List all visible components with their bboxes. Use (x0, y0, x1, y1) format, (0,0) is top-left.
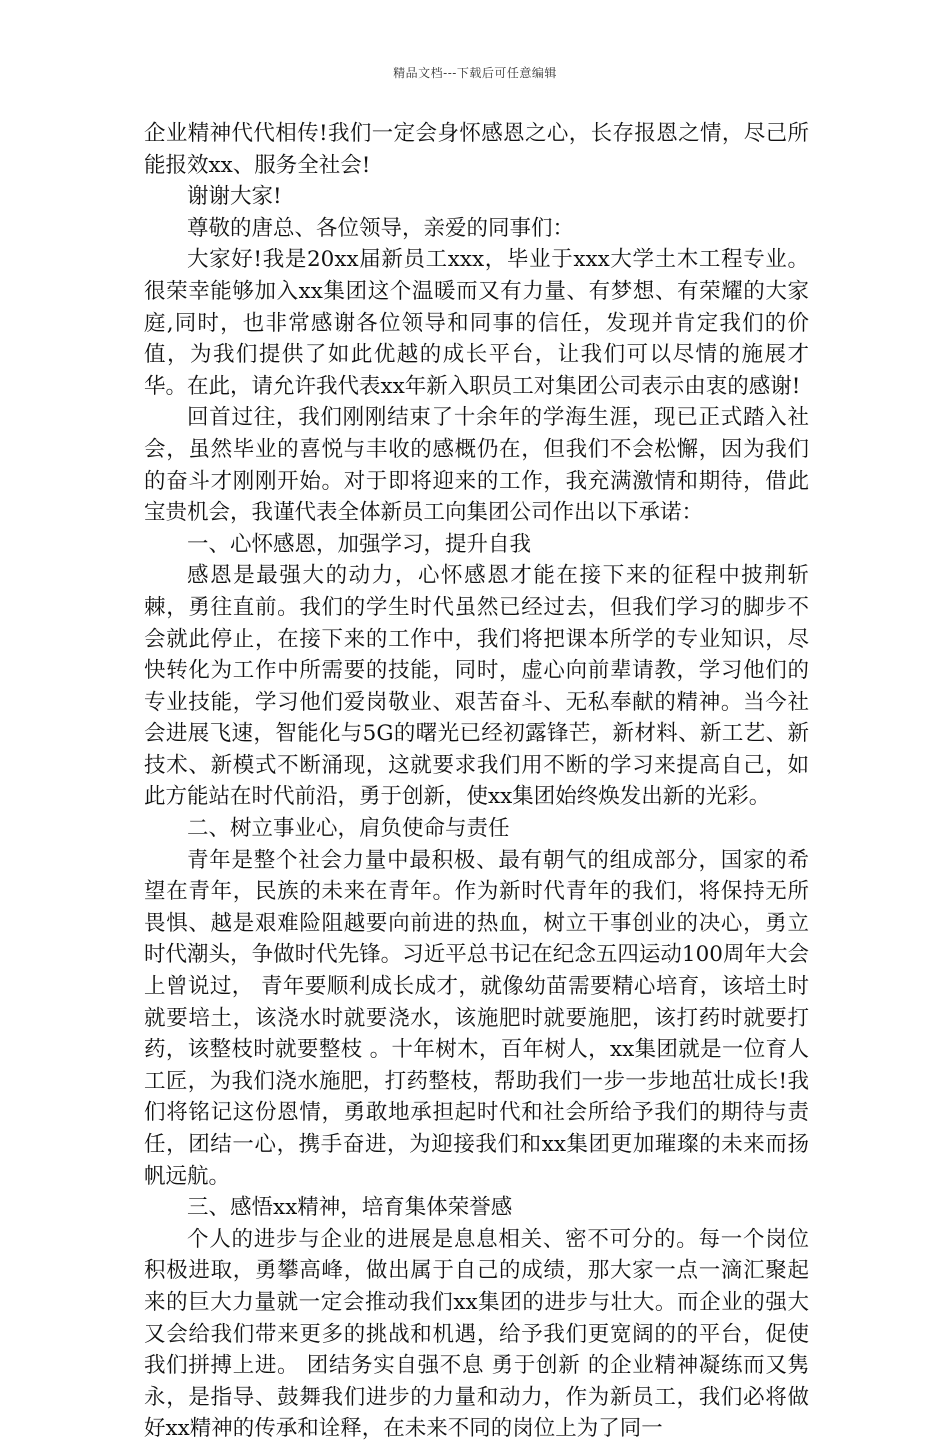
paragraph: 青年是整个社会力量中最积极、最有朝气的组成部分，国家的希望在青年，民族的未来在青年。作为新时代青年的我们，将保持无所畏惧、越是艰难险阻越要向前进的热血，树立干事创业的决心，勇立时代潮头，争做时代先锋。习近平总书记在纪念五四运动100周年大会上曾说过， 青年要顺利成长成才，就像幼苗需要精心培育，该培土时就要培土，该浇水时就要浇水，该施肥时就要施肥，该打药时就要打药，该整枝时就要整枝 。十年树木，百年树人，xx集团就是一位育人工匠，为我们浇水施肥，打药整枝，帮助我们一步一步地茁壮成长!我们将铭记这份恩情，勇敢地承担起时代和社会所给予我们的期待与责任，团结一心，携手奋进，为迎接我们和xx集团更加璀璨的未来而扬帆远航。 (144, 847, 809, 1189)
paragraph: 谢谢大家! (187, 184, 282, 210)
paragraph: 个人的进步与企业的进展是息息相关、密不可分的。每一个岗位积极进取，勇攀高峰，做出属于自己的成绩，那大家一点一滴汇聚起来的巨大力量就一定会推动我们xx集团的进步与壮大。而企业的强大又会给我们带来更多的挑战和机遇，给予我们更宽阔的的平台，促使我们拼搏上进。 团结务实自强不息 勇于创新 的企业精神凝练而又隽永，是指导、鼓舞我们进步的力量和动力，作为新员工，我们必将做好xx精神的传承和诠释，在未来不同的岗位上为了同一 (144, 1226, 809, 1442)
paragraph: 感恩是最强大的动力，心怀感恩才能在接下来的征程中披荆斩棘，勇往直前。我们的学生时代虽然已经过去，但我们学习的脚步不会就此停止，在接下来的工作中，我们将把课本所学的专业知识，尽快转化为工作中所需要的技能，同时，虚心向前辈请教，学习他们的专业技能，学习他们爱岗敬业、艰苦奋斗、无私奉献的精神。当今社会进展飞速，智能化与5G的曙光已经初露锋芒，新材料、新工艺、新技术、新模式不断涌现，这就要求我们用不断的学习来提高自己，如此方能站在时代前沿，勇于创新，使xx集团始终焕发出新的光彩。 (144, 563, 809, 810)
document-body (144, 118, 809, 1445)
section-heading: 二、树立事业心，肩负使命与责任 (187, 816, 510, 842)
page-header: 精品文档---下载后可任意编辑 (393, 66, 557, 80)
paragraph: 回首过往，我们刚刚结束了十余年的学海生涯，现已正式踏入社会，虽然毕业的喜悦与丰收的感概仍在，但我们不会松懈，因为我们的奋斗才刚刚开始。对于即将迎来的工作，我充满激情和期待，借此宝贵机会，我谨代表全体新员工向集团公司作出以下承诺： (144, 405, 809, 526)
paragraph: 大家好!我是20xx届新员工xxx，毕业于xxx大学土木工程专业。很荣幸能够加入xx集团这个温暖而又有力量、有梦想、有荣耀的大家庭,同时，也非常感谢各位领导和同事的信任，发现并肯定我们的价值，为我们提供了如此优越的成长平台，让我们可以尽情的施展才华。在此，请允许我代表xx年新入职员工对集团公司表示由衷的感谢! (144, 247, 809, 399)
section-heading: 三、感悟xx精神，培育集体荣誉感 (187, 1195, 513, 1221)
paragraph: 尊敬的唐总、各位领导，亲爱的同事们： (187, 215, 575, 241)
paragraph: 企业精神代代相传!我们一定会身怀感恩之心，长存报恩之情，尽己所能报效xx、服务全社会! (144, 121, 809, 178)
section-heading: 一、心怀感恩，加强学习，提升自我 (187, 531, 532, 557)
